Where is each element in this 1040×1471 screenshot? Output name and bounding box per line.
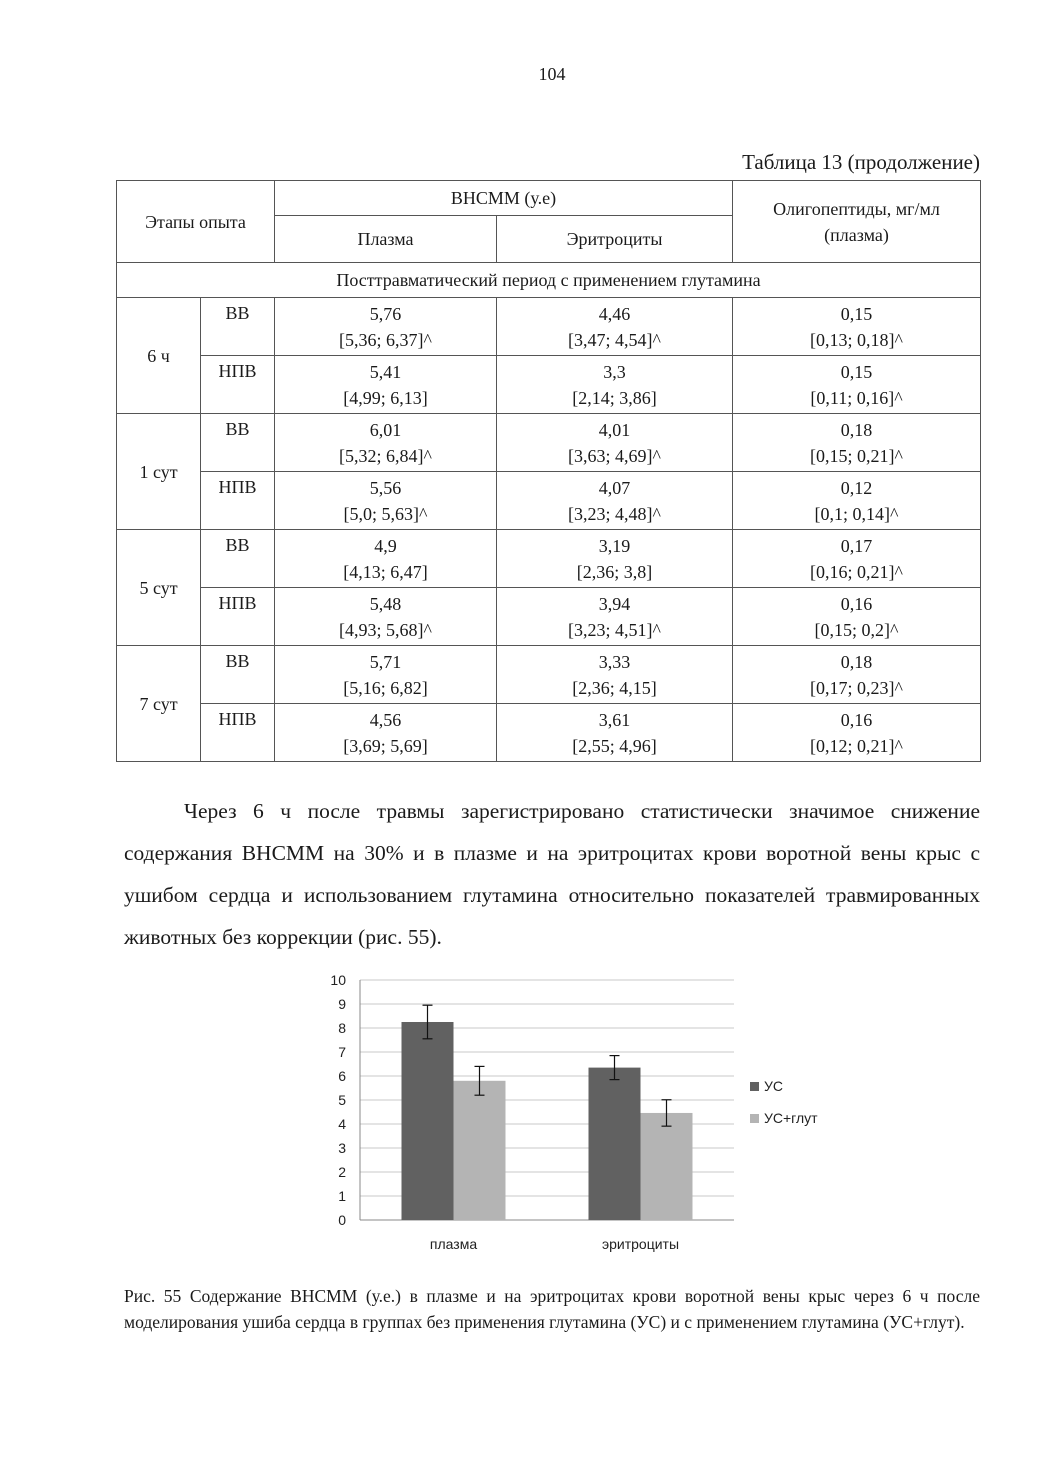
oligo-value-cell	[733, 588, 981, 646]
median-value: 3,61	[598, 709, 631, 730]
interquartile-range: [0,17; 0,23]^	[810, 677, 903, 698]
interquartile-range: [0,1; 0,14]^	[814, 503, 899, 524]
interquartile-range: [4,13; 6,47]	[343, 561, 428, 582]
plasma-value-cell	[275, 472, 497, 530]
oligo-value-cell	[733, 530, 981, 588]
median-value: 0,15	[840, 303, 873, 324]
x-tick-label: плазма	[429, 1236, 478, 1252]
interquartile-range: [3,47; 4,54]^	[568, 329, 661, 350]
header-erythrocytes: Эритроциты	[497, 216, 733, 263]
interquartile-range: [2,14; 3,86]	[572, 387, 657, 408]
oligo-value-cell	[733, 356, 981, 414]
median-value: 5,76	[369, 303, 402, 324]
median-value: 0,18	[840, 651, 873, 672]
y-tick-label: 6	[338, 1068, 346, 1084]
interquartile-range: [4,99; 6,13]	[343, 387, 428, 408]
oligo-value-cell	[733, 646, 981, 704]
interquartile-range: [5,16; 6,82]	[343, 677, 428, 698]
median-value: 0,16	[840, 709, 873, 730]
ery-value-cell	[497, 588, 733, 646]
table-row	[117, 530, 981, 588]
substage-cell: ВВ	[201, 646, 275, 704]
table-caption: Таблица 13 (продолжение)	[742, 150, 980, 174]
y-tick-label: 2	[338, 1164, 346, 1180]
y-tick-label: 5	[338, 1092, 346, 1108]
interquartile-range: [4,93; 5,68]^	[339, 619, 432, 640]
interquartile-range: [2,55; 4,96]	[572, 735, 657, 756]
plasma-value-cell	[275, 704, 497, 762]
median-value: 3,3	[603, 361, 626, 382]
median-value: 4,01	[598, 419, 631, 440]
oligo-value-cell	[733, 472, 981, 530]
header-plasma: Плазма	[275, 216, 497, 263]
table-row	[117, 298, 981, 356]
y-tick-label: 4	[338, 1116, 346, 1132]
period-row: Посттравматический период с применением глутамина	[117, 263, 981, 298]
median-value: 5,41	[369, 361, 402, 382]
ery-value-cell	[497, 414, 733, 472]
table-row	[117, 646, 981, 704]
plasma-value-cell	[275, 356, 497, 414]
ery-value-cell	[497, 472, 733, 530]
substage-cell: ВВ	[201, 298, 275, 356]
bar	[589, 1068, 641, 1220]
median-value: 0,16	[840, 593, 873, 614]
interquartile-range: [5,0; 5,63]^	[343, 503, 428, 524]
table-row	[117, 704, 981, 762]
y-tick-label: 9	[338, 996, 346, 1012]
y-tick-label: 8	[338, 1020, 346, 1036]
median-value: 0,12	[840, 477, 873, 498]
header-oligopeptides: Олигопептиды, мг/мл (плазма)	[733, 181, 981, 263]
plasma-value-cell	[275, 530, 497, 588]
interquartile-range: [3,63; 4,69]^	[568, 445, 661, 466]
y-tick-label: 7	[338, 1044, 346, 1060]
bar-chart	[318, 968, 838, 1260]
ery-value-cell	[497, 530, 733, 588]
legend-label: УС+глут	[764, 1110, 818, 1126]
median-value: 4,9	[374, 535, 397, 556]
bar	[454, 1081, 506, 1220]
substage-cell: НПВ	[201, 472, 275, 530]
legend-label: УС	[764, 1078, 784, 1094]
stage-cell: 6 ч	[117, 298, 201, 414]
median-value: 6,01	[369, 419, 402, 440]
median-value: 0,15	[840, 361, 873, 382]
x-tick-label: эритроциты	[601, 1236, 680, 1252]
median-value: 0,17	[840, 535, 873, 556]
table-row	[117, 356, 981, 414]
substage-cell: НПВ	[201, 704, 275, 762]
stage-cell: 1 сут	[117, 414, 201, 530]
substage-cell: НПВ	[201, 356, 275, 414]
median-value: 5,48	[369, 593, 402, 614]
interquartile-range: [3,23; 4,48]^	[568, 503, 661, 524]
interquartile-range: [3,69; 5,69]	[343, 735, 428, 756]
plasma-value-cell	[275, 414, 497, 472]
median-value: 4,56	[369, 709, 402, 730]
interquartile-range: [3,23; 4,51]^	[568, 619, 661, 640]
plasma-value-cell	[275, 588, 497, 646]
substage-cell: ВВ	[201, 530, 275, 588]
y-tick-label: 1	[338, 1188, 346, 1204]
median-value: 3,19	[598, 535, 631, 556]
oligo-value-cell	[733, 414, 981, 472]
median-value: 5,71	[369, 651, 402, 672]
substage-cell: НПВ	[201, 588, 275, 646]
body-paragraph	[124, 790, 980, 958]
results-table	[116, 180, 981, 762]
interquartile-range: [5,32; 6,84]^	[339, 445, 432, 466]
oligo-value-cell	[733, 298, 981, 356]
interquartile-range: [0,12; 0,21]^	[810, 735, 903, 756]
interquartile-range: [0,13; 0,18]^	[810, 329, 903, 350]
median-value: 5,56	[369, 477, 402, 498]
stage-cell: 7 сут	[117, 646, 201, 762]
interquartile-range: [0,15; 0,2]^	[814, 619, 899, 640]
ery-value-cell	[497, 298, 733, 356]
header-stages: Этапы опыта	[117, 181, 275, 263]
interquartile-range: [0,11; 0,16]^	[810, 387, 903, 408]
interquartile-range: [5,36; 6,37]^	[339, 329, 432, 350]
bar	[641, 1113, 693, 1220]
median-value: 3,94	[598, 593, 631, 614]
interquartile-range: [0,16; 0,21]^	[810, 561, 903, 582]
legend-swatch	[750, 1114, 759, 1123]
median-value: 0,18	[840, 419, 873, 440]
bar	[402, 1022, 454, 1220]
y-tick-label: 10	[330, 972, 346, 988]
interquartile-range: [2,36; 4,15]	[572, 677, 657, 698]
y-tick-label: 3	[338, 1140, 346, 1156]
table-row	[117, 414, 981, 472]
plasma-value-cell	[275, 646, 497, 704]
table-row	[117, 588, 981, 646]
ery-value-cell	[497, 356, 733, 414]
stage-cell: 5 сут	[117, 530, 201, 646]
plasma-value-cell	[275, 298, 497, 356]
interquartile-range: [0,15; 0,21]^	[810, 445, 903, 466]
page-number: 104	[538, 64, 566, 84]
substage-cell: ВВ	[201, 414, 275, 472]
ery-value-cell	[497, 704, 733, 762]
median-value: 3,33	[598, 651, 631, 672]
paragraph-text: Через 6 ч после травмы зарегистрировано статистически значимое снижение содержания ВНСММ на 30% и в плазме и на эритроцитах крови воротной вены крыс с ушибом сердца и использованием глутамина относительно показателей травмированных животных без коррекции (рис. 55).	[124, 799, 980, 949]
median-value: 4,07	[598, 477, 631, 498]
median-value: 4,46	[598, 303, 631, 324]
ery-value-cell	[497, 646, 733, 704]
oligo-value-cell	[733, 704, 981, 762]
table-row	[117, 472, 981, 530]
y-tick-label: 0	[338, 1212, 346, 1228]
legend-swatch	[750, 1082, 759, 1091]
figure-caption: Рис. 55 Содержание ВНСММ (у.е.) в плазме и на эритроцитах крови воротной вены крыс через 6 ч после моделирования ушиба сердца в группах без применения глутамина (УС) и с применением глутамина (УС+глут).	[124, 1286, 980, 1332]
interquartile-range: [2,36; 3,8]	[576, 561, 653, 582]
header-vnsmm: ВНСММ (у.е)	[275, 181, 733, 216]
